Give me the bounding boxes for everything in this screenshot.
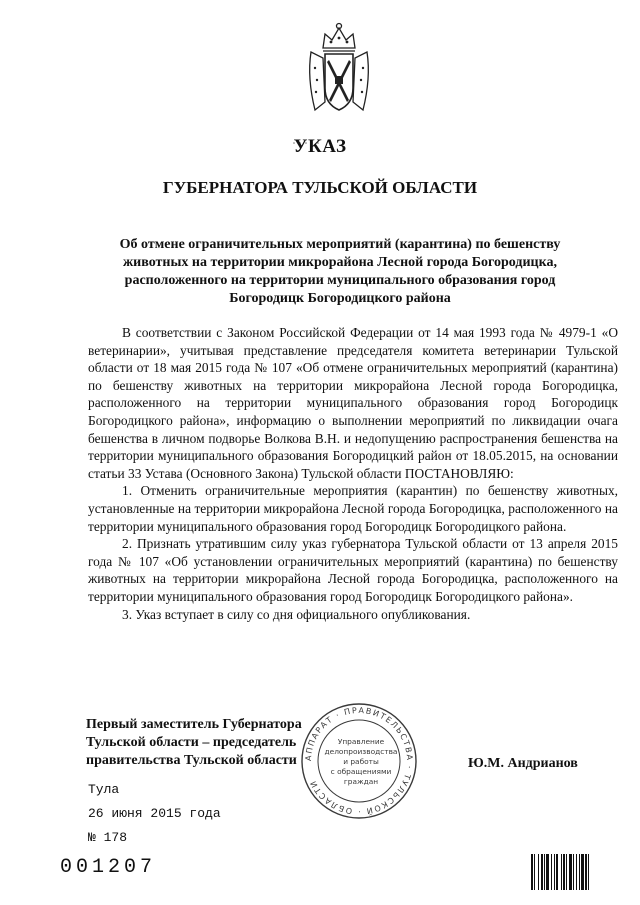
barcode-bar <box>538 854 539 890</box>
item-3-paragraph: 3. Указ вступает в силу со дня официального опубликования. <box>122 606 471 622</box>
barcode-icon <box>530 854 628 890</box>
stamp-line: с обращениями <box>330 767 392 776</box>
item-2-paragraph: 2. Признать утратившим силу указ губернатора Тульской области от 13 апреля 2015 года № 107 «Об установлении ограничительных мероприятий (карантина) по бешенству животных на территории микрорайона Лесной города Богородицка, расположенного на территории муниципального образования город Богородицк Богородицкого района». <box>88 536 618 604</box>
position-line: Тульской области – председатель <box>86 735 297 750</box>
official-stamp <box>300 702 418 820</box>
barcode-bar <box>585 854 587 890</box>
document-subtitle: ГУБЕРНАТОРА ТУЛЬСКОЙ ОБЛАСТИ <box>162 178 478 197</box>
signatory-position <box>86 716 302 770</box>
barcode-bar <box>576 854 577 890</box>
barcode-bar <box>566 854 567 890</box>
preamble-paragraph: В соответствии с Законом Российской Федерации от 14 мая 1993 года № 4979-1 «О ветеринарии», учитывая представление председателя комитета ветеринарии Тульской области от 18 мая 2015 года № 107 «Об отмене ограничительных мероприятий (карантина) по бешенству животных на территории микрорайона Лесной города Богородицка, расположенного на территории муниципального образования город Богородицк Богородицкого района», информацию о выполнении мероприятий по ликвидации очага бешенства в личном подворье Волкова В.Н. и недопущению распространения бешенства на территории муниципального образования Богородицкий район от 18.05.2015, на основании статьи 33 Устава (Основного Закона) Тульской области ПОСТАНОВЛЯЮ: <box>88 325 618 481</box>
stamp-line: и работы <box>343 757 379 766</box>
position-line: Первый заместитель Губернатора <box>86 717 302 732</box>
stamp-line: делопроизводства <box>324 747 398 756</box>
decree-number: № 178 <box>88 830 128 845</box>
document-subject <box>70 236 610 308</box>
barcode-bar <box>531 854 533 890</box>
barcode-bar <box>579 854 580 890</box>
issue-city: Тула <box>88 782 120 797</box>
stamp-line: Управление <box>337 737 385 746</box>
document-body <box>88 324 618 623</box>
subject-line: Богородицк Богородицкого района <box>229 291 451 306</box>
barcode-bar <box>554 854 555 890</box>
subject-line: расположенного на территории муниципального образования город <box>124 273 556 288</box>
item-1-paragraph: 1. Отменить ограничительные мероприятия (карантин) по бешенству животных, установленные на территории микрорайона Лесной города Богородицка, расположенного на территории муниципального образования город Богородицк Богородицкого района. <box>88 483 618 534</box>
barcode-bar <box>573 854 574 890</box>
barcode-bar <box>544 854 545 890</box>
registration-number: 001207 <box>60 856 157 879</box>
document-title: УКАЗ <box>293 136 347 157</box>
barcode-bar <box>534 854 535 890</box>
coat-of-arms-icon <box>301 18 377 118</box>
barcode-bar <box>563 854 565 890</box>
subject-line: животных на территории микрорайона Лесной города Богородицка, <box>123 255 557 270</box>
barcode-bar <box>546 854 549 890</box>
subject-line: Об отмене ограничительных мероприятий (карантина) по бешенству <box>119 237 561 252</box>
barcode-bar <box>556 854 558 890</box>
barcode-bar <box>581 854 584 890</box>
stamp-outer-text: АППАРАТ · ПРАВИТЕЛЬСТВА · ТУЛЬСКОЙ · ОБЛАСТИ <box>303 705 415 817</box>
issue-date: 26 июня 2015 года <box>88 806 221 821</box>
barcode-bar <box>569 854 572 890</box>
barcode-bar <box>561 854 562 890</box>
signatory-name: Ю.М. Андрианов <box>468 756 578 771</box>
barcode-bar <box>551 854 552 890</box>
barcode-bar <box>588 854 589 890</box>
barcode-bar <box>541 854 543 890</box>
position-line: правительства Тульской области <box>86 753 297 768</box>
stamp-line: граждан <box>343 777 379 786</box>
